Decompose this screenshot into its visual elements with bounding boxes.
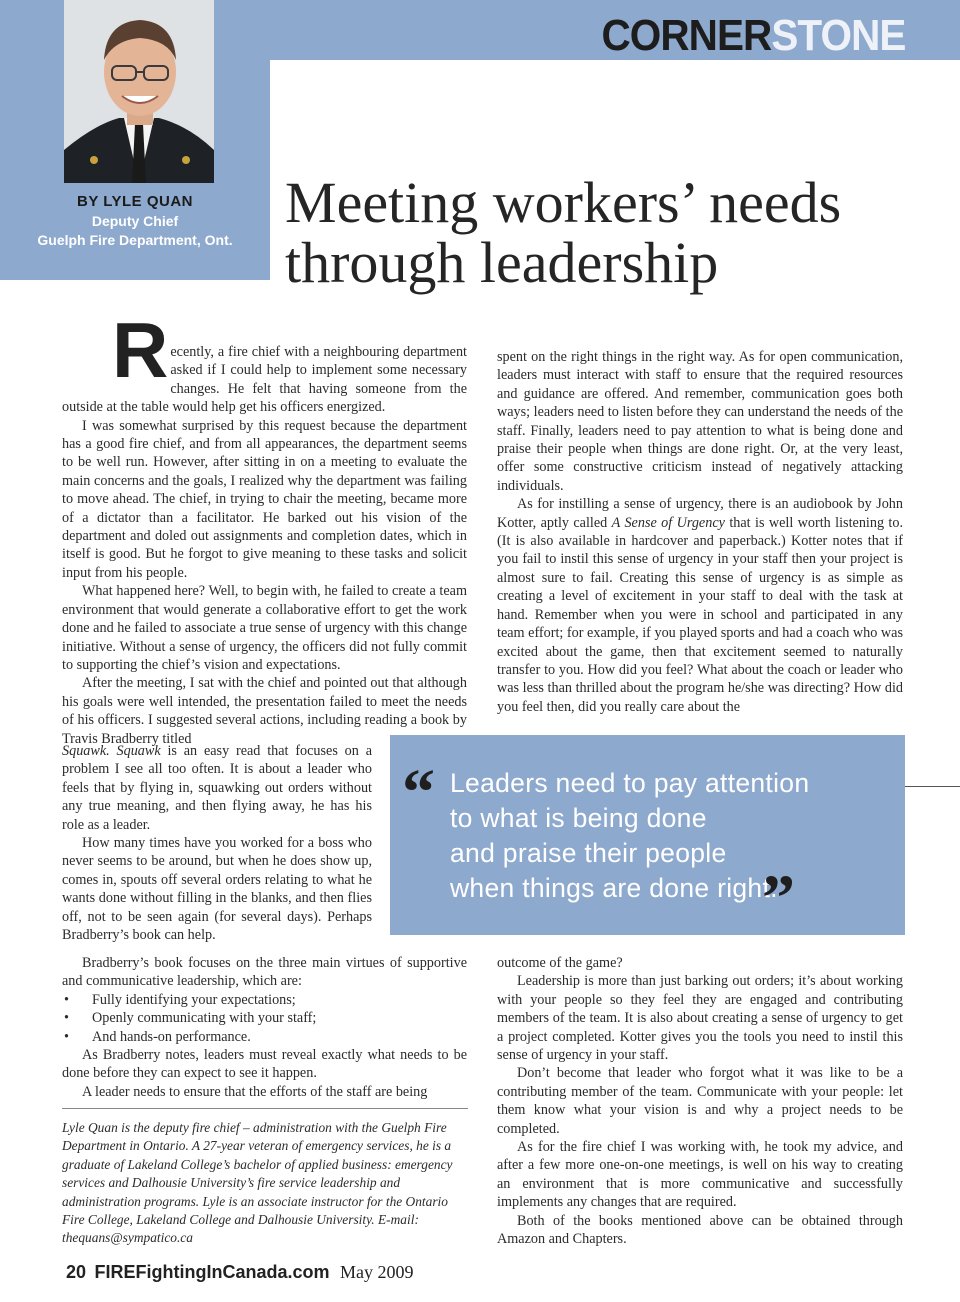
author-photo — [64, 0, 214, 183]
page-footer — [66, 1262, 414, 1283]
paragraph: As Bradberry notes, leaders must reveal exactly what needs to be done before they can expect to see it happen. — [62, 1047, 467, 1082]
left-column-bottom — [62, 954, 467, 1101]
paragraph: Squawk. Squawk is an easy read that focuses on a problem I see all too often. It is about a leader who feels that by flying in, squawking out orders without any true meaning, and then flying away, he has his role as a leader. — [62, 743, 372, 833]
list-item: • Openly communicating with your staff; — [62, 1009, 467, 1027]
author-portrait-image — [64, 0, 214, 183]
page-number: 20 — [66, 1262, 87, 1282]
paragraph: outcome of the game? — [497, 955, 623, 971]
section-title: CORNERSTONE — [600, 11, 905, 60]
left-column-top — [62, 306, 467, 748]
paragraph: A leader needs to ensure that the efforts of the staff are being — [82, 1083, 428, 1100]
paragraph: As for the fire chief I was working with, he took my advice, and after a few more one-on-one meetings, is well on his way to creating an environment that is more communicative and successfully implements any changes that are required. — [497, 1139, 903, 1211]
author-department: Guelph Fire Department, Ont. — [37, 232, 233, 248]
pull-quote — [450, 766, 809, 906]
paragraph: Don’t become that leader who forgot what it was like to be a contributing member of the team. Communicate with your people: let them know what your vision is and why a project needs to be completed. — [497, 1065, 903, 1137]
drop-cap: R — [112, 306, 169, 394]
website: FIREFightingInCanada.com — [94, 1262, 330, 1282]
paragraph: spent on the right things in the right way. As for open communication, leaders must interact with staff to ensure that the required resources and guidance are offered. And remember, communication goes both ways; leaders need to listen before they can understand the needs of the staff. Finally, leaders need to pay attention to what is being done and praise their people when things are done right. Or, at the very least, offer some constructive criticism instead of negatively attacking individuals. — [497, 349, 903, 494]
close-quote-icon: ” — [762, 862, 795, 935]
pull-quote-rule — [905, 786, 960, 787]
right-column-bottom — [497, 954, 903, 1249]
list-item: • And hands-on performance. — [62, 1028, 467, 1046]
paragraph: Bradberry’s book focuses on the three main virtues of supportive and communicative leadership, which are: — [62, 955, 467, 990]
paragraph: What happened here? Well, to begin with, he failed to create a team environment that would generate a collaborative effort to get the work done and he failed to associate a true sense of urgency with this change initiative. Without a sense of urgency, the officers did not fully commit to supporting the chief’s vision and expectations. — [62, 583, 467, 673]
paragraph: How many times have you worked for a boss who never seems to be around, but when he does show up, comes in, spouts off several orders relating to what he wants done without filling in the blanks, and then flies off, not to be seen again (for several days). Perhaps Bradberry’s book can help. — [62, 835, 372, 944]
pull-quote-line: and praise their people — [450, 838, 727, 868]
right-column-top — [497, 348, 903, 716]
list-item: • Fully identifying your expectations; — [62, 991, 467, 1009]
author-role: Deputy Chief — [91, 213, 179, 229]
byline — [0, 193, 270, 248]
paragraph: Recently, a fire chief with a neighbouring department asked if I could help to implement some necessary changes. He felt that having someone from the outside at the table would help get his officers energized. — [62, 306, 467, 416]
author-bio: Lyle Quan is the deputy fire chief – administration with the Guelph Fire Department in Ontario. A 27-year veteran of emergency services, he is a graduate of Lakeland College’s bachelor of applied business: emergency services and Dalhousie University’s fire service leadership and administration programs. Lyle is an associate instructor for the Ontario Fire College, Lakeland College and Dalhousie University. E-mail: thequans@sympatico.ca — [62, 1108, 468, 1248]
left-column-narrow — [62, 742, 372, 944]
issue-date: May 2009 — [340, 1262, 414, 1282]
virtues-list — [62, 991, 467, 1046]
paragraph: Both of the books mentioned above can be obtained through Amazon and Chapters. — [497, 1212, 903, 1248]
pull-quote-line: to what is being done — [450, 803, 707, 833]
book-title: A Sense of Urgency — [611, 514, 725, 531]
book-title: Squawk. Squawk — [62, 743, 161, 759]
paragraph: Leadership is more than just barking out orders; it’s about working with your people so they feel they are engaged and contributing members of the team. It is also about creating a sense of urgency to get a project completed. Kotter gives you the tools you need to instil this sense of urgency in your staff. — [497, 973, 903, 1064]
author-name: BY LYLE QUAN — [76, 193, 194, 210]
paragraph: After the meeting, I sat with the chief and pointed out that although his goals were well intended, the presentation failed to meet the needs of his officers. I suggested several actions, including reading a book by Travis Bradberry titled — [62, 675, 467, 747]
open-quote-icon: “ — [402, 756, 435, 829]
article-headline: Meeting workers’ needs through leadership — [285, 170, 842, 295]
pull-quote-line: Leaders need to pay attention — [450, 768, 810, 798]
pull-quote-line: when things are done right. — [450, 873, 778, 903]
paragraph: As for instilling a sense of urgency, there is an audiobook by John Kotter, aptly called A Sense of Urgency that is well worth listening to. (It is also available in hardcover and paperback.) Kotter notes that if you fail to instil this sense of urgency in your staff then your project is almost sure to fail. Creating this sense of urgency is as simple as creating a level of excitement in your staff to deal with the task at hand. Remember when you were in school and participated in any team effort; for example, if you played sports and had a coach who was excited about the game, then that excitement seemed to naturally transfer to you. How did you feel? What about the coach or leader who was less than thrilled about the program he/she was directing? How did you feel then, did you really care about the — [497, 496, 904, 715]
paragraph: I was somewhat surprised by this request because the department has a good fire chief, and from all appearances, the department seems to be well run. However, after sitting in on a meeting to evaluate the main concerns and the goals, I realized why the department was failing to move ahead. The chief, in trying to chair the meeting, became more of a dictator than a facilitator. He barked out his vision of the department and doled out assignments and completion dates, which in itself is good. But he forgot to give meaning to these tasks and solicit input from his people. — [62, 417, 467, 581]
